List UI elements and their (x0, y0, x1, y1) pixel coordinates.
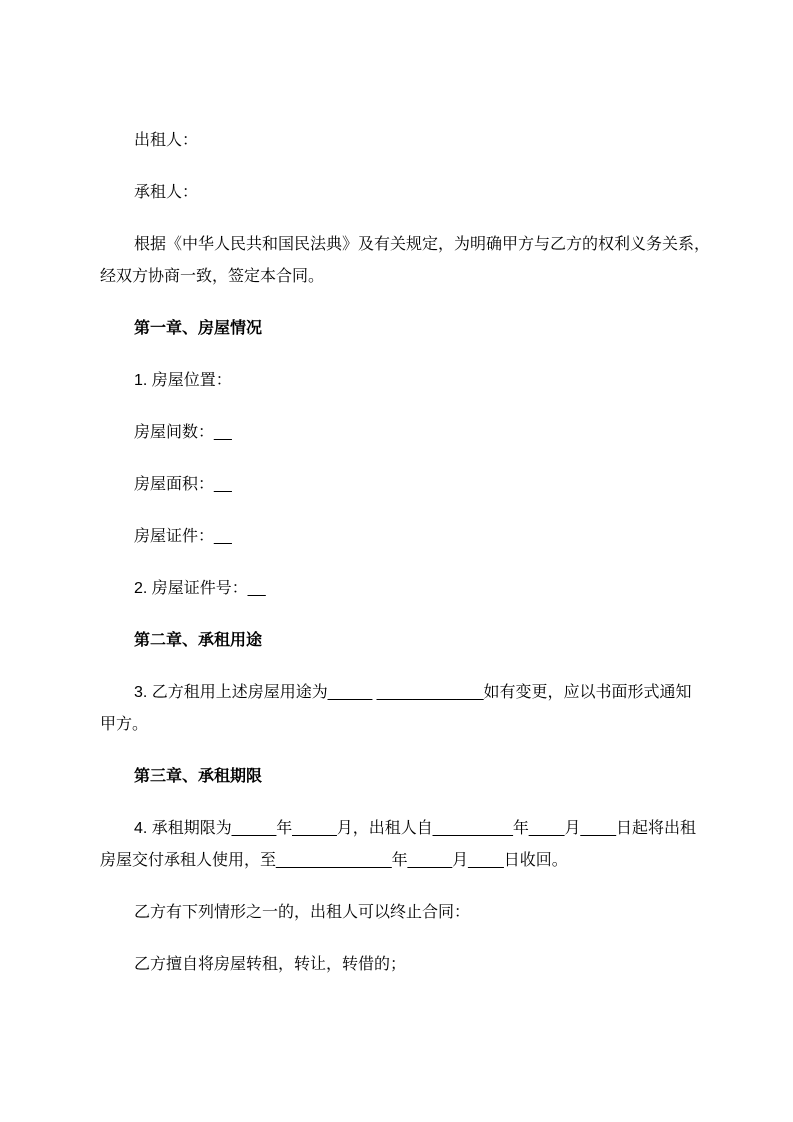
text-line: 4. 承租期限为_____年_____月，出租人自_________年____月____日起将出租 (134, 820, 697, 837)
text-line: 出租人： (134, 132, 199, 149)
text-line: 第二章、承租用途 (134, 632, 263, 649)
text-line: 第三章、承租期限 (134, 768, 263, 785)
text-line: 3. 乙方租用上述房屋用途为_____ ____________如有变更，应以书面形式通知 (134, 684, 692, 701)
text-line: 承租人： (134, 184, 199, 201)
heading-chapter-1 (100, 313, 720, 345)
text-line: 房屋间数：__ (134, 424, 232, 441)
paragraph-preamble (100, 229, 720, 293)
paragraph-lessee (100, 177, 720, 209)
paragraph-house-location (100, 365, 720, 397)
text-line: 第一章、房屋情况 (134, 320, 263, 337)
paragraph-lessor (100, 125, 720, 157)
heading-chapter-3 (100, 761, 720, 793)
paragraph-lease-term (100, 813, 720, 877)
paragraph-certificate-number (100, 573, 720, 605)
paragraph-termination-intro (100, 897, 720, 929)
paragraph-house-certificate (100, 521, 720, 553)
text-line: 房屋交付承租人使用，至_____________年_____月____日收回。 (100, 852, 568, 869)
text-line: 经双方协商一致，签定本合同。 (100, 268, 325, 285)
text-line: 1. 房屋位置： (134, 372, 232, 389)
text-line: 房屋面积：__ (134, 476, 232, 493)
heading-chapter-2 (100, 625, 720, 657)
text-line: 甲方。 (100, 716, 149, 733)
text-line: 乙方有下列情形之一的，出租人可以终止合同： (134, 904, 471, 921)
text-line: 房屋证件：__ (134, 528, 232, 545)
paragraph-rental-use (100, 677, 720, 741)
text-line: 根据《中华人民共和国民法典》及有关规定，为明确甲方与乙方的权利义务关系， (134, 236, 711, 253)
paragraph-house-rooms (100, 417, 720, 449)
paragraph-termination-item-1 (100, 949, 720, 981)
text-line: 乙方擅自将房屋转租，转让，转借的； (134, 956, 407, 973)
paragraph-house-area (100, 469, 720, 501)
text-line: 2. 房屋证件号：__ (134, 580, 266, 597)
